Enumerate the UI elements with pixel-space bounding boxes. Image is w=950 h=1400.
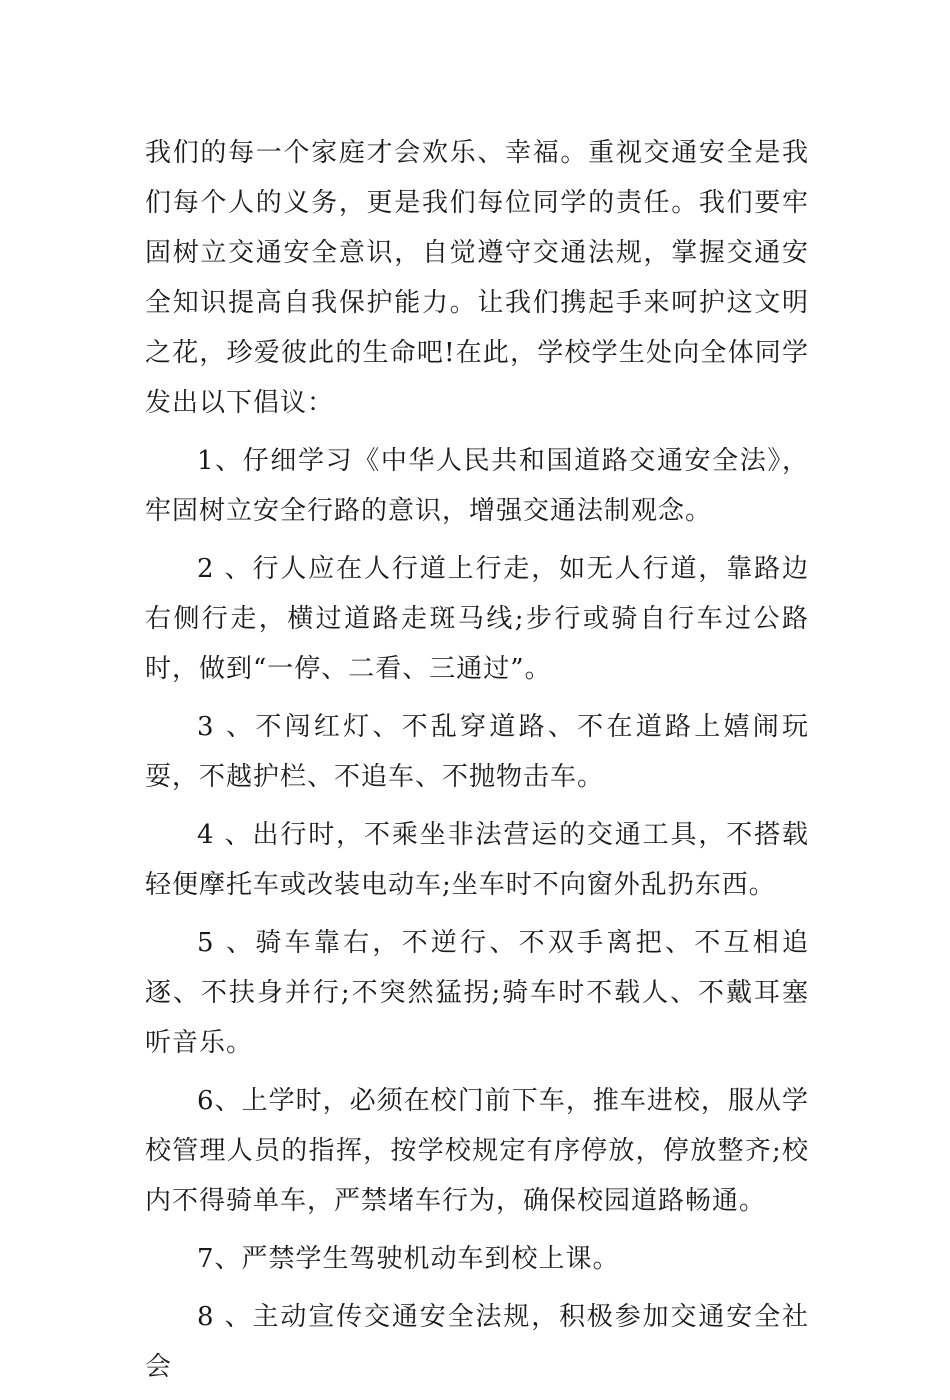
paragraph-intro: 我们的每一个家庭才会欢乐、幸福。重视交通安全是我们每个人的义务，更是我们每位同学的责任。我们要牢固树立交通安全意识，自觉遵守交通法规，掌握交通安全知识提高自我保护能力。让我们携起手来呵护这文明之花，珍爱彼此的生命吧!在此，学校学生处向全体同学发出以下倡议： <box>145 138 809 418</box>
list-item-8: 8 、主动宣传交通安全法规，积极参加交通安全社会 <box>145 1302 809 1382</box>
list-item-1: 1、仔细学习《中华人民共和国道路交通安全法》，牢固树立安全行路的意识，增强交通法制观念。 <box>145 446 809 526</box>
list-item-7: 7、严禁学生驾驶机动车到校上课。 <box>197 1244 620 1274</box>
list-item-3: 3 、不闯红灯、不乱穿道路、不在道路上嬉闹玩耍，不越护栏、不追车、不抛物击车。 <box>145 712 809 792</box>
list-item-4: 4 、出行时，不乘坐非法营运的交通工具，不搭载轻便摩托车或改装电动车;坐车时不向窗外乱扔东西。 <box>145 820 809 900</box>
document-body <box>145 128 809 1400</box>
list-item-6: 6、上学时，必须在校门前下车，推车进校，服从学校管理人员的指挥，按学校规定有序停放，停放整齐;校内不得骑单车，严禁堵车行为，确保校园道路畅通。 <box>145 1086 809 1216</box>
list-item-2: 2 、行人应在人行道上行走，如无人行道，靠路边右侧行走，横过道路走斑马线;步行或骑自行车过公路时，做到“一停、二看、三通过”。 <box>145 554 809 684</box>
list-item-5: 5 、骑车靠右，不逆行、不双手离把、不互相追逐、不扶身并行;不突然猛拐;骑车时不载人、不戴耳塞听音乐。 <box>145 928 809 1058</box>
